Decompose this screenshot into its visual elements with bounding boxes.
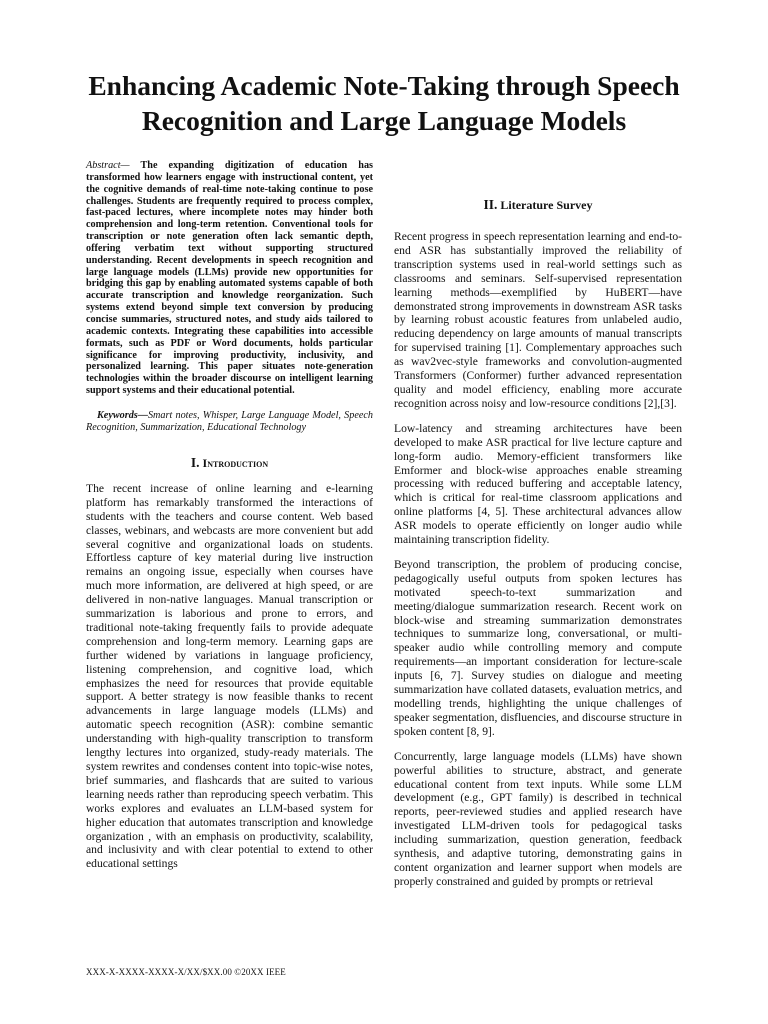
keywords [86,410,373,434]
lit-paragraph-4: Concurrently, large language models (LLMs) have shown powerful abilities to structure, abstract, and generate educational content from text inputs. While some LLM development (e.g., GPT family) is described in technical reports, peer-reviewed studies and applied research have investigated LLM-driven tools for pedagogical tasks including summarization, question generation, feedback synthesis, and adaptive tutoring, demonstrating gains in content organization and learner support when models are properly constrained and guided by prompts or retrieval [394,749,682,888]
intro-paragraph-1: The recent increase of online learning and e-learning platform has remarkably transformed the interactions of students with the teachers and course content. Web based classes, webinars, and webcasts are more convenient but add several cognitive and organizational loads on students. Effortless capture of key material during live instruction remains an ongoing issue, especially when courses have much more information, are delivered at high speed, or are delivered in non-native languages. Manual transcription or summarization is laborious and prone to errors, and traditional note-taking frequently fails to provide adequate comprehension and long-term memory. Learning gaps are further widened by variations in language proficiency, listening comprehension, and cognitive load, which emphasizes the need for resources that provide equitable support. A better strategy is now feasible thanks to recent advancements in large language models (LLMs) and automatic speech recognition (ASR): combine semantic understanding with high-quality transcription to transform lengthy lectures into organized, study-ready materials. The system rewrites and condenses content into topic-wise notes, brief summaries, and flashcards that are suited to various learning needs rather than reproducing speech verbatim. This works explores and evaluates an LLM-based system for higher education that automates transcription and knowledge organization , with an emphasis on productivity, scalability, and inclusivity and with clear potential to extend to other educational settings [86,481,373,871]
keywords-text: Smart notes, Whisper, Large Language Model, Speech Recognition, Summarization, Educational Technology [86,409,373,433]
section-number: I. [190,454,200,470]
section-title: Introduction [202,455,269,470]
lit-paragraph-1: Recent progress in speech representation learning and end-to-end ASR has substantially improved the reliability of transcription systems used in real-world settings such as classrooms and seminars. Self-supervised representation learning methods—exemplified by HuBERT—have demonstrated strong improvements in downstream ASR tasks by learning robust acoustic features from unlabeled audio, reducing dependency on large amounts of manual transcripts for supervised training [1]. Complementary approaches such as wav2vec-style frameworks and convolution-augmented Transformers (Conformer) further advanced representation quality and model efficiency, enabling more accurate recognition across noisy and low-resource conditions [2],[3]. [394,230,682,410]
keywords-label: Keywords— [97,409,148,421]
lit-paragraph-2: Low-latency and streaming architectures have been developed to make ASR practical for live lecture capture and long-form audio. Memory-efficient transformers like Emformer and block-wise approaches enable streaming processing with reduced buffering and acceptable latency, which is critical for real-time classroom applications and online platforms [4, 5]. These architectural advances allow ASR models to operate efficiently on longer audio while maintaining transcription fidelity. [394,421,682,547]
section-heading-literature-survey [394,198,682,212]
section-heading-introduction [86,456,373,470]
abstract-label: Abstract— [86,160,130,171]
section-number: II. [483,197,498,212]
abstract [86,160,373,397]
abstract-text: The expanding digitization of education has transformed how learners engage with instructional content, yet the cognitive demands of real-time note-taking continue to pose challenges. Students are frequently required to process complex, fast-paced lectures, where incomplete notes may hinder both comprehension and long-term retention. Conventional tools for transcription or note generation often lack semantic depth, offering verbatim text without supporting structured understanding. Recent developments in speech recognition and large language models (LLMs) provide new opportunities for bridging this gap by enabling automated systems capable of both accurate transcription and knowledge reorganization. Such systems extend beyond simple text conversion by producing concise summaries, structured notes, and study aids tailored to academic contexts. Integrating these capabilities into accessible formats, such as PDF or Word documents, holds particular significance for improving productivity, inclusivity, and personalized learning. This paper situates note-generation technologies within the broader discourse on intelligent learning support systems and their educational potential. [86,160,373,397]
left-column [86,160,373,871]
right-column [394,198,682,900]
section-title: Literature Survey [500,198,593,212]
paper-title: Enhancing Academic Note-Taking through Speech Recognition and Large Language Models [88,70,680,136]
copyright-footer: XXX-X-XXXX-XXXX-X/XX/$XX.00 ©20XX IEEE [86,967,286,977]
lit-paragraph-3: Beyond transcription, the problem of producing concise, pedagogically useful outputs from spoken lectures has motivated speech-to-text summarization and meeting/dialogue summarization research. Recent work on block-wise and streaming summarization demonstrates techniques to summarize long, conversational, or multi-speaker audio while controlling memory and compute requirements—an important consideration for lecture-scale inputs [6, 7]. Survey studies on dialogue and meeting summarization have collated datasets, evaluation metrics, and modelling trends, highlighting the unique challenges of speaker segmentation, disfluencies, and discourse structure in spoken content [8, 9]. [394,557,682,738]
